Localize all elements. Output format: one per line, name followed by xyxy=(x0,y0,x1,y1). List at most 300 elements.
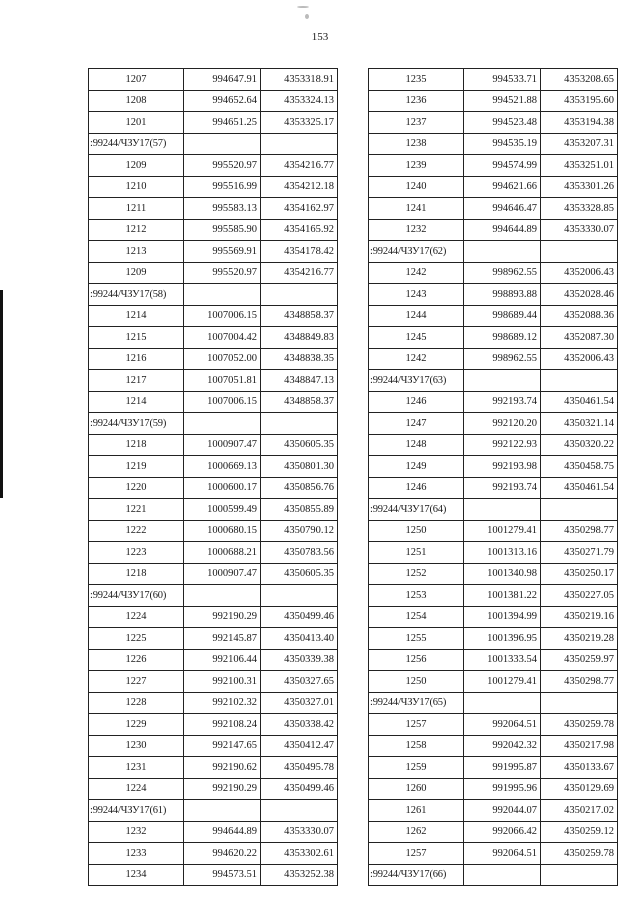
scan-speck xyxy=(305,14,309,19)
point-number-cell: 1250 xyxy=(369,671,464,693)
coordinate-row xyxy=(89,112,338,134)
x-coordinate-cell: 1007006.15 xyxy=(184,305,261,327)
empty-cell xyxy=(541,864,618,886)
x-coordinate-cell: 992106.44 xyxy=(184,649,261,671)
y-coordinate-cell: 4350856.76 xyxy=(261,477,338,499)
y-coordinate-cell: 4353207.31 xyxy=(541,133,618,155)
coordinate-row xyxy=(89,843,338,865)
point-number-cell: 1241 xyxy=(369,198,464,220)
coordinate-row xyxy=(89,671,338,693)
y-coordinate-cell: 4350219.16 xyxy=(541,606,618,628)
x-coordinate-cell: 995520.97 xyxy=(184,155,261,177)
y-coordinate-cell: 4350327.65 xyxy=(261,671,338,693)
x-coordinate-cell: 992066.42 xyxy=(464,821,541,843)
x-coordinate-cell: 992190.29 xyxy=(184,778,261,800)
point-number-cell: 1240 xyxy=(369,176,464,198)
point-number-cell: 1254 xyxy=(369,606,464,628)
x-coordinate-cell: 994652.64 xyxy=(184,90,261,112)
coordinate-row xyxy=(89,262,338,284)
coordinate-row xyxy=(89,778,338,800)
point-number-cell: 1252 xyxy=(369,563,464,585)
point-number-cell: 1234 xyxy=(89,864,184,886)
coordinate-row xyxy=(369,327,618,349)
y-coordinate-cell: 4350259.97 xyxy=(541,649,618,671)
y-coordinate-cell: 4352088.36 xyxy=(541,305,618,327)
y-coordinate-cell: 4350298.77 xyxy=(541,671,618,693)
y-coordinate-cell: 4354212.18 xyxy=(261,176,338,198)
point-number-cell: 1201 xyxy=(89,112,184,134)
parcel-number-cell: :99244/ЧЗУ17(64) xyxy=(369,499,464,521)
point-number-cell: 1228 xyxy=(89,692,184,714)
coordinate-row xyxy=(369,520,618,542)
point-number-cell: 1255 xyxy=(369,628,464,650)
coordinate-row xyxy=(89,155,338,177)
point-number-cell: 1231 xyxy=(89,757,184,779)
x-coordinate-cell: 995569.91 xyxy=(184,241,261,263)
y-coordinate-cell: 4350259.78 xyxy=(541,843,618,865)
empty-cell xyxy=(184,284,261,306)
x-coordinate-cell: 1007051.81 xyxy=(184,370,261,392)
point-number-cell: 1261 xyxy=(369,800,464,822)
y-coordinate-cell: 4350801.30 xyxy=(261,456,338,478)
x-coordinate-cell: 1000688.21 xyxy=(184,542,261,564)
point-number-cell: 1244 xyxy=(369,305,464,327)
y-coordinate-cell: 4353328.85 xyxy=(541,198,618,220)
x-coordinate-cell: 992190.62 xyxy=(184,757,261,779)
coordinate-row xyxy=(89,542,338,564)
x-coordinate-cell: 998893.88 xyxy=(464,284,541,306)
empty-cell xyxy=(541,692,618,714)
point-number-cell: 1238 xyxy=(369,133,464,155)
coordinate-row xyxy=(369,606,618,628)
y-coordinate-cell: 4348858.37 xyxy=(261,391,338,413)
parcel-header-row xyxy=(89,800,338,822)
coordinate-row xyxy=(89,69,338,91)
point-number-cell: 1237 xyxy=(369,112,464,134)
x-coordinate-cell: 992042.32 xyxy=(464,735,541,757)
coordinate-row xyxy=(89,348,338,370)
x-coordinate-cell: 992122.93 xyxy=(464,434,541,456)
y-coordinate-cell: 4353318.91 xyxy=(261,69,338,91)
coordinate-row xyxy=(369,413,618,435)
point-number-cell: 1220 xyxy=(89,477,184,499)
coordinate-row xyxy=(89,434,338,456)
y-coordinate-cell: 4350133.67 xyxy=(541,757,618,779)
coordinate-row xyxy=(369,757,618,779)
x-coordinate-cell: 992064.51 xyxy=(464,714,541,736)
x-coordinate-cell: 994573.51 xyxy=(184,864,261,886)
point-number-cell: 1232 xyxy=(89,821,184,843)
point-number-cell: 1217 xyxy=(89,370,184,392)
coordinate-row xyxy=(369,284,618,306)
y-coordinate-cell: 4350461.54 xyxy=(541,477,618,499)
coordinates-table-right-body xyxy=(369,69,618,886)
y-coordinate-cell: 4350339.38 xyxy=(261,649,338,671)
point-number-cell: 1253 xyxy=(369,585,464,607)
x-coordinate-cell: 994523.48 xyxy=(464,112,541,134)
coordinate-row xyxy=(369,628,618,650)
y-coordinate-cell: 4350227.05 xyxy=(541,585,618,607)
parcel-number-cell: :99244/ЧЗУ17(60) xyxy=(89,585,184,607)
y-coordinate-cell: 4353251.01 xyxy=(541,155,618,177)
point-number-cell: 1219 xyxy=(89,456,184,478)
y-coordinate-cell: 4354178.42 xyxy=(261,241,338,263)
coordinate-row xyxy=(89,305,338,327)
x-coordinate-cell: 998962.55 xyxy=(464,262,541,284)
point-number-cell: 1258 xyxy=(369,735,464,757)
coordinate-row xyxy=(369,155,618,177)
point-number-cell: 1235 xyxy=(369,69,464,91)
point-number-cell: 1224 xyxy=(89,606,184,628)
parcel-number-cell: :99244/ЧЗУ17(62) xyxy=(369,241,464,263)
empty-cell xyxy=(261,585,338,607)
empty-cell xyxy=(464,241,541,263)
parcel-header-row xyxy=(369,692,618,714)
coordinate-row xyxy=(369,563,618,585)
x-coordinate-cell: 992147.65 xyxy=(184,735,261,757)
coordinate-row xyxy=(89,456,338,478)
x-coordinate-cell: 1001279.41 xyxy=(464,520,541,542)
coordinate-row xyxy=(89,714,338,736)
coordinate-row xyxy=(369,843,618,865)
empty-cell xyxy=(464,499,541,521)
parcel-number-cell: :99244/ЧЗУ17(66) xyxy=(369,864,464,886)
empty-cell xyxy=(464,370,541,392)
y-coordinate-cell: 4350855.89 xyxy=(261,499,338,521)
empty-cell xyxy=(261,133,338,155)
x-coordinate-cell: 998689.12 xyxy=(464,327,541,349)
x-coordinate-cell: 1001396.95 xyxy=(464,628,541,650)
coordinate-row xyxy=(89,241,338,263)
coordinate-row xyxy=(369,821,618,843)
scan-speck xyxy=(297,6,309,8)
x-coordinate-cell: 995585.90 xyxy=(184,219,261,241)
empty-cell xyxy=(261,284,338,306)
point-number-cell: 1215 xyxy=(89,327,184,349)
parcel-header-row xyxy=(89,413,338,435)
coordinate-row xyxy=(369,585,618,607)
coordinate-row xyxy=(89,757,338,779)
coordinate-row xyxy=(369,90,618,112)
point-number-cell: 1222 xyxy=(89,520,184,542)
point-number-cell: 1218 xyxy=(89,434,184,456)
x-coordinate-cell: 991995.96 xyxy=(464,778,541,800)
parcel-number-cell: :99244/ЧЗУ17(59) xyxy=(89,413,184,435)
point-number-cell: 1230 xyxy=(89,735,184,757)
point-number-cell: 1262 xyxy=(369,821,464,843)
y-coordinate-cell: 4350605.35 xyxy=(261,563,338,585)
coordinate-row xyxy=(369,477,618,499)
empty-cell xyxy=(464,692,541,714)
y-coordinate-cell: 4350790.12 xyxy=(261,520,338,542)
point-number-cell: 1260 xyxy=(369,778,464,800)
parcel-header-row xyxy=(369,499,618,521)
y-coordinate-cell: 4350499.46 xyxy=(261,606,338,628)
y-coordinate-cell: 4353194.38 xyxy=(541,112,618,134)
coordinate-row xyxy=(369,262,618,284)
coordinate-row xyxy=(369,434,618,456)
y-coordinate-cell: 4350217.98 xyxy=(541,735,618,757)
y-coordinate-cell: 4354162.97 xyxy=(261,198,338,220)
point-number-cell: 1248 xyxy=(369,434,464,456)
x-coordinate-cell: 1001279.41 xyxy=(464,671,541,693)
coordinates-table-right xyxy=(368,68,618,886)
x-coordinate-cell: 1007006.15 xyxy=(184,391,261,413)
y-coordinate-cell: 4353330.07 xyxy=(541,219,618,241)
x-coordinate-cell: 992044.07 xyxy=(464,800,541,822)
parcel-number-cell: :99244/ЧЗУ17(61) xyxy=(89,800,184,822)
point-number-cell: 1223 xyxy=(89,542,184,564)
coordinate-row xyxy=(369,348,618,370)
y-coordinate-cell: 4353324.13 xyxy=(261,90,338,112)
y-coordinate-cell: 4350412.47 xyxy=(261,735,338,757)
x-coordinate-cell: 994620.22 xyxy=(184,843,261,865)
x-coordinate-cell: 995583.13 xyxy=(184,198,261,220)
x-coordinate-cell: 992145.87 xyxy=(184,628,261,650)
coordinate-row xyxy=(369,456,618,478)
coordinate-row xyxy=(369,219,618,241)
coordinate-row xyxy=(89,90,338,112)
point-number-cell: 1210 xyxy=(89,176,184,198)
coordinate-row xyxy=(89,391,338,413)
x-coordinate-cell: 994644.89 xyxy=(464,219,541,241)
point-number-cell: 1227 xyxy=(89,671,184,693)
x-coordinate-cell: 998962.55 xyxy=(464,348,541,370)
point-number-cell: 1218 xyxy=(89,563,184,585)
y-coordinate-cell: 4348838.35 xyxy=(261,348,338,370)
y-coordinate-cell: 4350499.46 xyxy=(261,778,338,800)
coordinate-row xyxy=(89,649,338,671)
coordinate-row xyxy=(89,864,338,886)
scan-margin-mark xyxy=(0,290,3,498)
x-coordinate-cell: 1000669.13 xyxy=(184,456,261,478)
y-coordinate-cell: 4348847.13 xyxy=(261,370,338,392)
empty-cell xyxy=(184,133,261,155)
coordinate-row xyxy=(89,628,338,650)
y-coordinate-cell: 4350298.77 xyxy=(541,520,618,542)
x-coordinate-cell: 998689.44 xyxy=(464,305,541,327)
y-coordinate-cell: 4350129.69 xyxy=(541,778,618,800)
parcel-number-cell: :99244/ЧЗУ17(65) xyxy=(369,692,464,714)
point-number-cell: 1259 xyxy=(369,757,464,779)
y-coordinate-cell: 4350259.78 xyxy=(541,714,618,736)
coordinate-row xyxy=(369,112,618,134)
coordinate-row xyxy=(369,542,618,564)
y-coordinate-cell: 4350783.56 xyxy=(261,542,338,564)
coordinate-row xyxy=(89,370,338,392)
parcel-header-row xyxy=(89,284,338,306)
coordinate-row xyxy=(89,327,338,349)
point-number-cell: 1232 xyxy=(369,219,464,241)
point-number-cell: 1226 xyxy=(89,649,184,671)
x-coordinate-cell: 994644.89 xyxy=(184,821,261,843)
point-number-cell: 1225 xyxy=(89,628,184,650)
y-coordinate-cell: 4353252.38 xyxy=(261,864,338,886)
coordinate-row xyxy=(89,520,338,542)
point-number-cell: 1247 xyxy=(369,413,464,435)
coordinate-row xyxy=(369,649,618,671)
y-coordinate-cell: 4350413.40 xyxy=(261,628,338,650)
x-coordinate-cell: 994651.25 xyxy=(184,112,261,134)
x-coordinate-cell: 994621.66 xyxy=(464,176,541,198)
parcel-header-row xyxy=(89,585,338,607)
point-number-cell: 1249 xyxy=(369,456,464,478)
x-coordinate-cell: 995516.99 xyxy=(184,176,261,198)
y-coordinate-cell: 4354216.77 xyxy=(261,155,338,177)
coordinates-table-left-body xyxy=(89,69,338,886)
y-coordinate-cell: 4350217.02 xyxy=(541,800,618,822)
x-coordinate-cell: 994647.91 xyxy=(184,69,261,91)
point-number-cell: 1242 xyxy=(369,348,464,370)
point-number-cell: 1208 xyxy=(89,90,184,112)
y-coordinate-cell: 4352006.43 xyxy=(541,262,618,284)
parcel-number-cell: :99244/ЧЗУ17(58) xyxy=(89,284,184,306)
point-number-cell: 1239 xyxy=(369,155,464,177)
x-coordinate-cell: 1001394.99 xyxy=(464,606,541,628)
page-number: 153 xyxy=(311,31,329,43)
y-coordinate-cell: 4353325.17 xyxy=(261,112,338,134)
y-coordinate-cell: 4350461.54 xyxy=(541,391,618,413)
x-coordinate-cell: 1000907.47 xyxy=(184,563,261,585)
x-coordinate-cell: 1001381.22 xyxy=(464,585,541,607)
coordinate-row xyxy=(369,671,618,693)
coordinate-row xyxy=(89,198,338,220)
coordinate-row xyxy=(369,69,618,91)
coordinate-row xyxy=(89,563,338,585)
coordinate-row xyxy=(369,198,618,220)
parcel-header-row xyxy=(89,133,338,155)
y-coordinate-cell: 4350320.22 xyxy=(541,434,618,456)
point-number-cell: 1243 xyxy=(369,284,464,306)
x-coordinate-cell: 994646.47 xyxy=(464,198,541,220)
coordinate-row xyxy=(89,176,338,198)
empty-cell xyxy=(184,585,261,607)
coordinate-row xyxy=(369,778,618,800)
coordinate-row xyxy=(89,735,338,757)
point-number-cell: 1257 xyxy=(369,843,464,865)
x-coordinate-cell: 992120.20 xyxy=(464,413,541,435)
empty-cell xyxy=(464,864,541,886)
coordinate-row xyxy=(369,714,618,736)
y-coordinate-cell: 4350250.17 xyxy=(541,563,618,585)
y-coordinate-cell: 4350321.14 xyxy=(541,413,618,435)
y-coordinate-cell: 4352028.46 xyxy=(541,284,618,306)
y-coordinate-cell: 4350271.79 xyxy=(541,542,618,564)
parcel-number-cell: :99244/ЧЗУ17(63) xyxy=(369,370,464,392)
coordinate-row xyxy=(89,219,338,241)
y-coordinate-cell: 4348858.37 xyxy=(261,305,338,327)
x-coordinate-cell: 992102.32 xyxy=(184,692,261,714)
y-coordinate-cell: 4350259.12 xyxy=(541,821,618,843)
y-coordinate-cell: 4352087.30 xyxy=(541,327,618,349)
point-number-cell: 1250 xyxy=(369,520,464,542)
point-number-cell: 1214 xyxy=(89,391,184,413)
x-coordinate-cell: 1001333.54 xyxy=(464,649,541,671)
y-coordinate-cell: 4353208.65 xyxy=(541,69,618,91)
x-coordinate-cell: 994535.19 xyxy=(464,133,541,155)
point-number-cell: 1257 xyxy=(369,714,464,736)
y-coordinate-cell: 4350605.35 xyxy=(261,434,338,456)
y-coordinate-cell: 4354216.77 xyxy=(261,262,338,284)
y-coordinate-cell: 4350495.78 xyxy=(261,757,338,779)
point-number-cell: 1211 xyxy=(89,198,184,220)
coordinate-row xyxy=(369,176,618,198)
y-coordinate-cell: 4350219.28 xyxy=(541,628,618,650)
x-coordinate-cell: 1007004.42 xyxy=(184,327,261,349)
y-coordinate-cell: 4348849.83 xyxy=(261,327,338,349)
point-number-cell: 1242 xyxy=(369,262,464,284)
x-coordinate-cell: 992193.98 xyxy=(464,456,541,478)
y-coordinate-cell: 4350327.01 xyxy=(261,692,338,714)
y-coordinate-cell: 4350338.42 xyxy=(261,714,338,736)
y-coordinate-cell: 4354165.92 xyxy=(261,219,338,241)
coordinate-row xyxy=(89,477,338,499)
x-coordinate-cell: 1000907.47 xyxy=(184,434,261,456)
y-coordinate-cell: 4353195.60 xyxy=(541,90,618,112)
x-coordinate-cell: 992108.24 xyxy=(184,714,261,736)
empty-cell xyxy=(184,800,261,822)
x-coordinate-cell: 1000680.15 xyxy=(184,520,261,542)
parcel-header-row xyxy=(369,864,618,886)
coordinate-row xyxy=(89,692,338,714)
parcel-number-cell: :99244/ЧЗУ17(57) xyxy=(89,133,184,155)
point-number-cell: 1245 xyxy=(369,327,464,349)
y-coordinate-cell: 4350458.75 xyxy=(541,456,618,478)
x-coordinate-cell: 995520.97 xyxy=(184,262,261,284)
x-coordinate-cell: 994533.71 xyxy=(464,69,541,91)
point-number-cell: 1221 xyxy=(89,499,184,521)
point-number-cell: 1256 xyxy=(369,649,464,671)
y-coordinate-cell: 4353302.61 xyxy=(261,843,338,865)
x-coordinate-cell: 1007052.00 xyxy=(184,348,261,370)
empty-cell xyxy=(541,499,618,521)
parcel-header-row xyxy=(369,241,618,263)
empty-cell xyxy=(541,370,618,392)
point-number-cell: 1207 xyxy=(89,69,184,91)
point-number-cell: 1233 xyxy=(89,843,184,865)
point-number-cell: 1236 xyxy=(369,90,464,112)
coordinate-row xyxy=(369,800,618,822)
x-coordinate-cell: 1001313.16 xyxy=(464,542,541,564)
empty-cell xyxy=(261,413,338,435)
x-coordinate-cell: 992193.74 xyxy=(464,391,541,413)
point-number-cell: 1224 xyxy=(89,778,184,800)
point-number-cell: 1251 xyxy=(369,542,464,564)
y-coordinate-cell: 4353301.26 xyxy=(541,176,618,198)
point-number-cell: 1209 xyxy=(89,155,184,177)
empty-cell xyxy=(261,800,338,822)
y-coordinate-cell: 4353330.07 xyxy=(261,821,338,843)
coordinate-row xyxy=(89,499,338,521)
coordinate-row xyxy=(369,305,618,327)
point-number-cell: 1216 xyxy=(89,348,184,370)
point-number-cell: 1246 xyxy=(369,477,464,499)
coordinates-table-left xyxy=(88,68,338,886)
point-number-cell: 1209 xyxy=(89,262,184,284)
parcel-header-row xyxy=(369,370,618,392)
y-coordinate-cell: 4352006.43 xyxy=(541,348,618,370)
point-number-cell: 1213 xyxy=(89,241,184,263)
x-coordinate-cell: 1000600.17 xyxy=(184,477,261,499)
coordinate-row xyxy=(89,606,338,628)
coordinate-row xyxy=(369,735,618,757)
x-coordinate-cell: 992193.74 xyxy=(464,477,541,499)
point-number-cell: 1214 xyxy=(89,305,184,327)
empty-cell xyxy=(541,241,618,263)
point-number-cell: 1212 xyxy=(89,219,184,241)
point-number-cell: 1229 xyxy=(89,714,184,736)
empty-cell xyxy=(184,413,261,435)
